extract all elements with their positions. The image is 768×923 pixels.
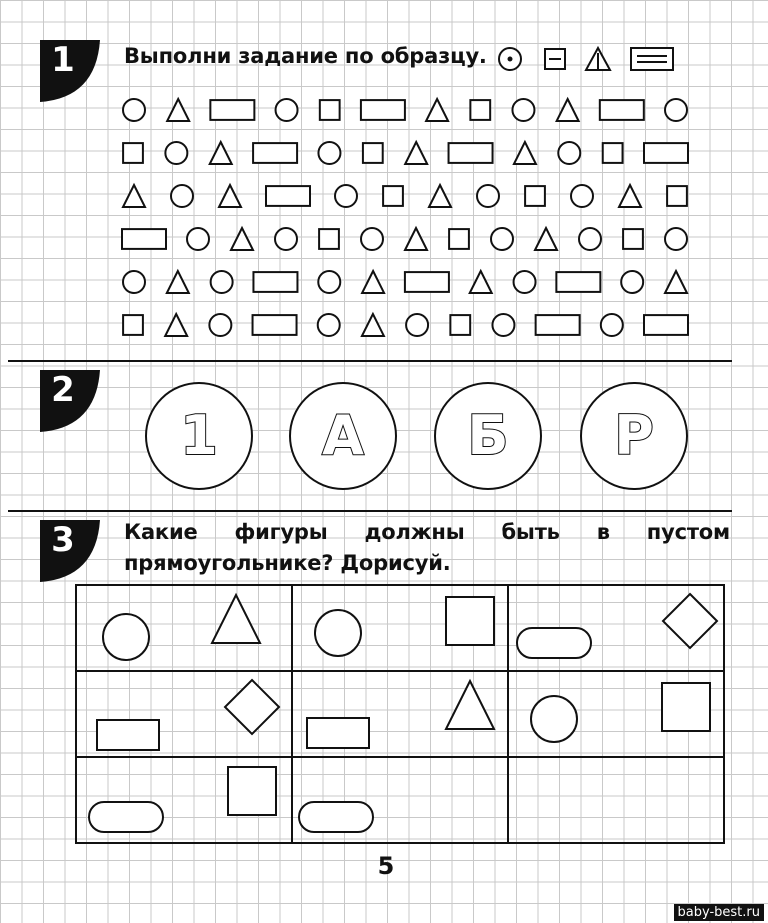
task-question-line1: Какие фигуры должны быть в пустом	[124, 520, 730, 544]
triangle-figure	[446, 681, 494, 729]
diamond-figure	[663, 594, 717, 648]
circle-letter: А	[322, 404, 364, 467]
circle-letter: 1	[180, 404, 218, 467]
watermark: baby-best.ru	[674, 904, 764, 921]
square-figure	[446, 597, 494, 645]
task-question-line2: прямоугольнике? Дорисуй.	[124, 551, 451, 575]
rectangle-figure	[97, 720, 159, 750]
circle-letter: Р	[614, 404, 654, 467]
pill-figure	[89, 802, 163, 832]
circle-figure	[531, 696, 577, 742]
page-number: 5	[377, 852, 395, 880]
triangle-figure	[212, 595, 260, 643]
circle-figure	[315, 610, 361, 656]
diamond-figure	[225, 680, 279, 734]
square-figure	[228, 767, 276, 815]
pill-figure	[299, 802, 373, 832]
circle-letter: Б	[467, 404, 509, 467]
rectangle-figure	[307, 718, 369, 748]
circle-figure	[103, 614, 149, 660]
table-border	[76, 585, 724, 843]
task-number: 3	[51, 520, 75, 560]
task-instruction: Выполни задание по образцу.	[124, 44, 487, 68]
pill-figure	[517, 628, 591, 658]
square-figure	[662, 683, 710, 731]
task-number: 1	[51, 40, 75, 80]
task-number: 2	[51, 370, 75, 410]
